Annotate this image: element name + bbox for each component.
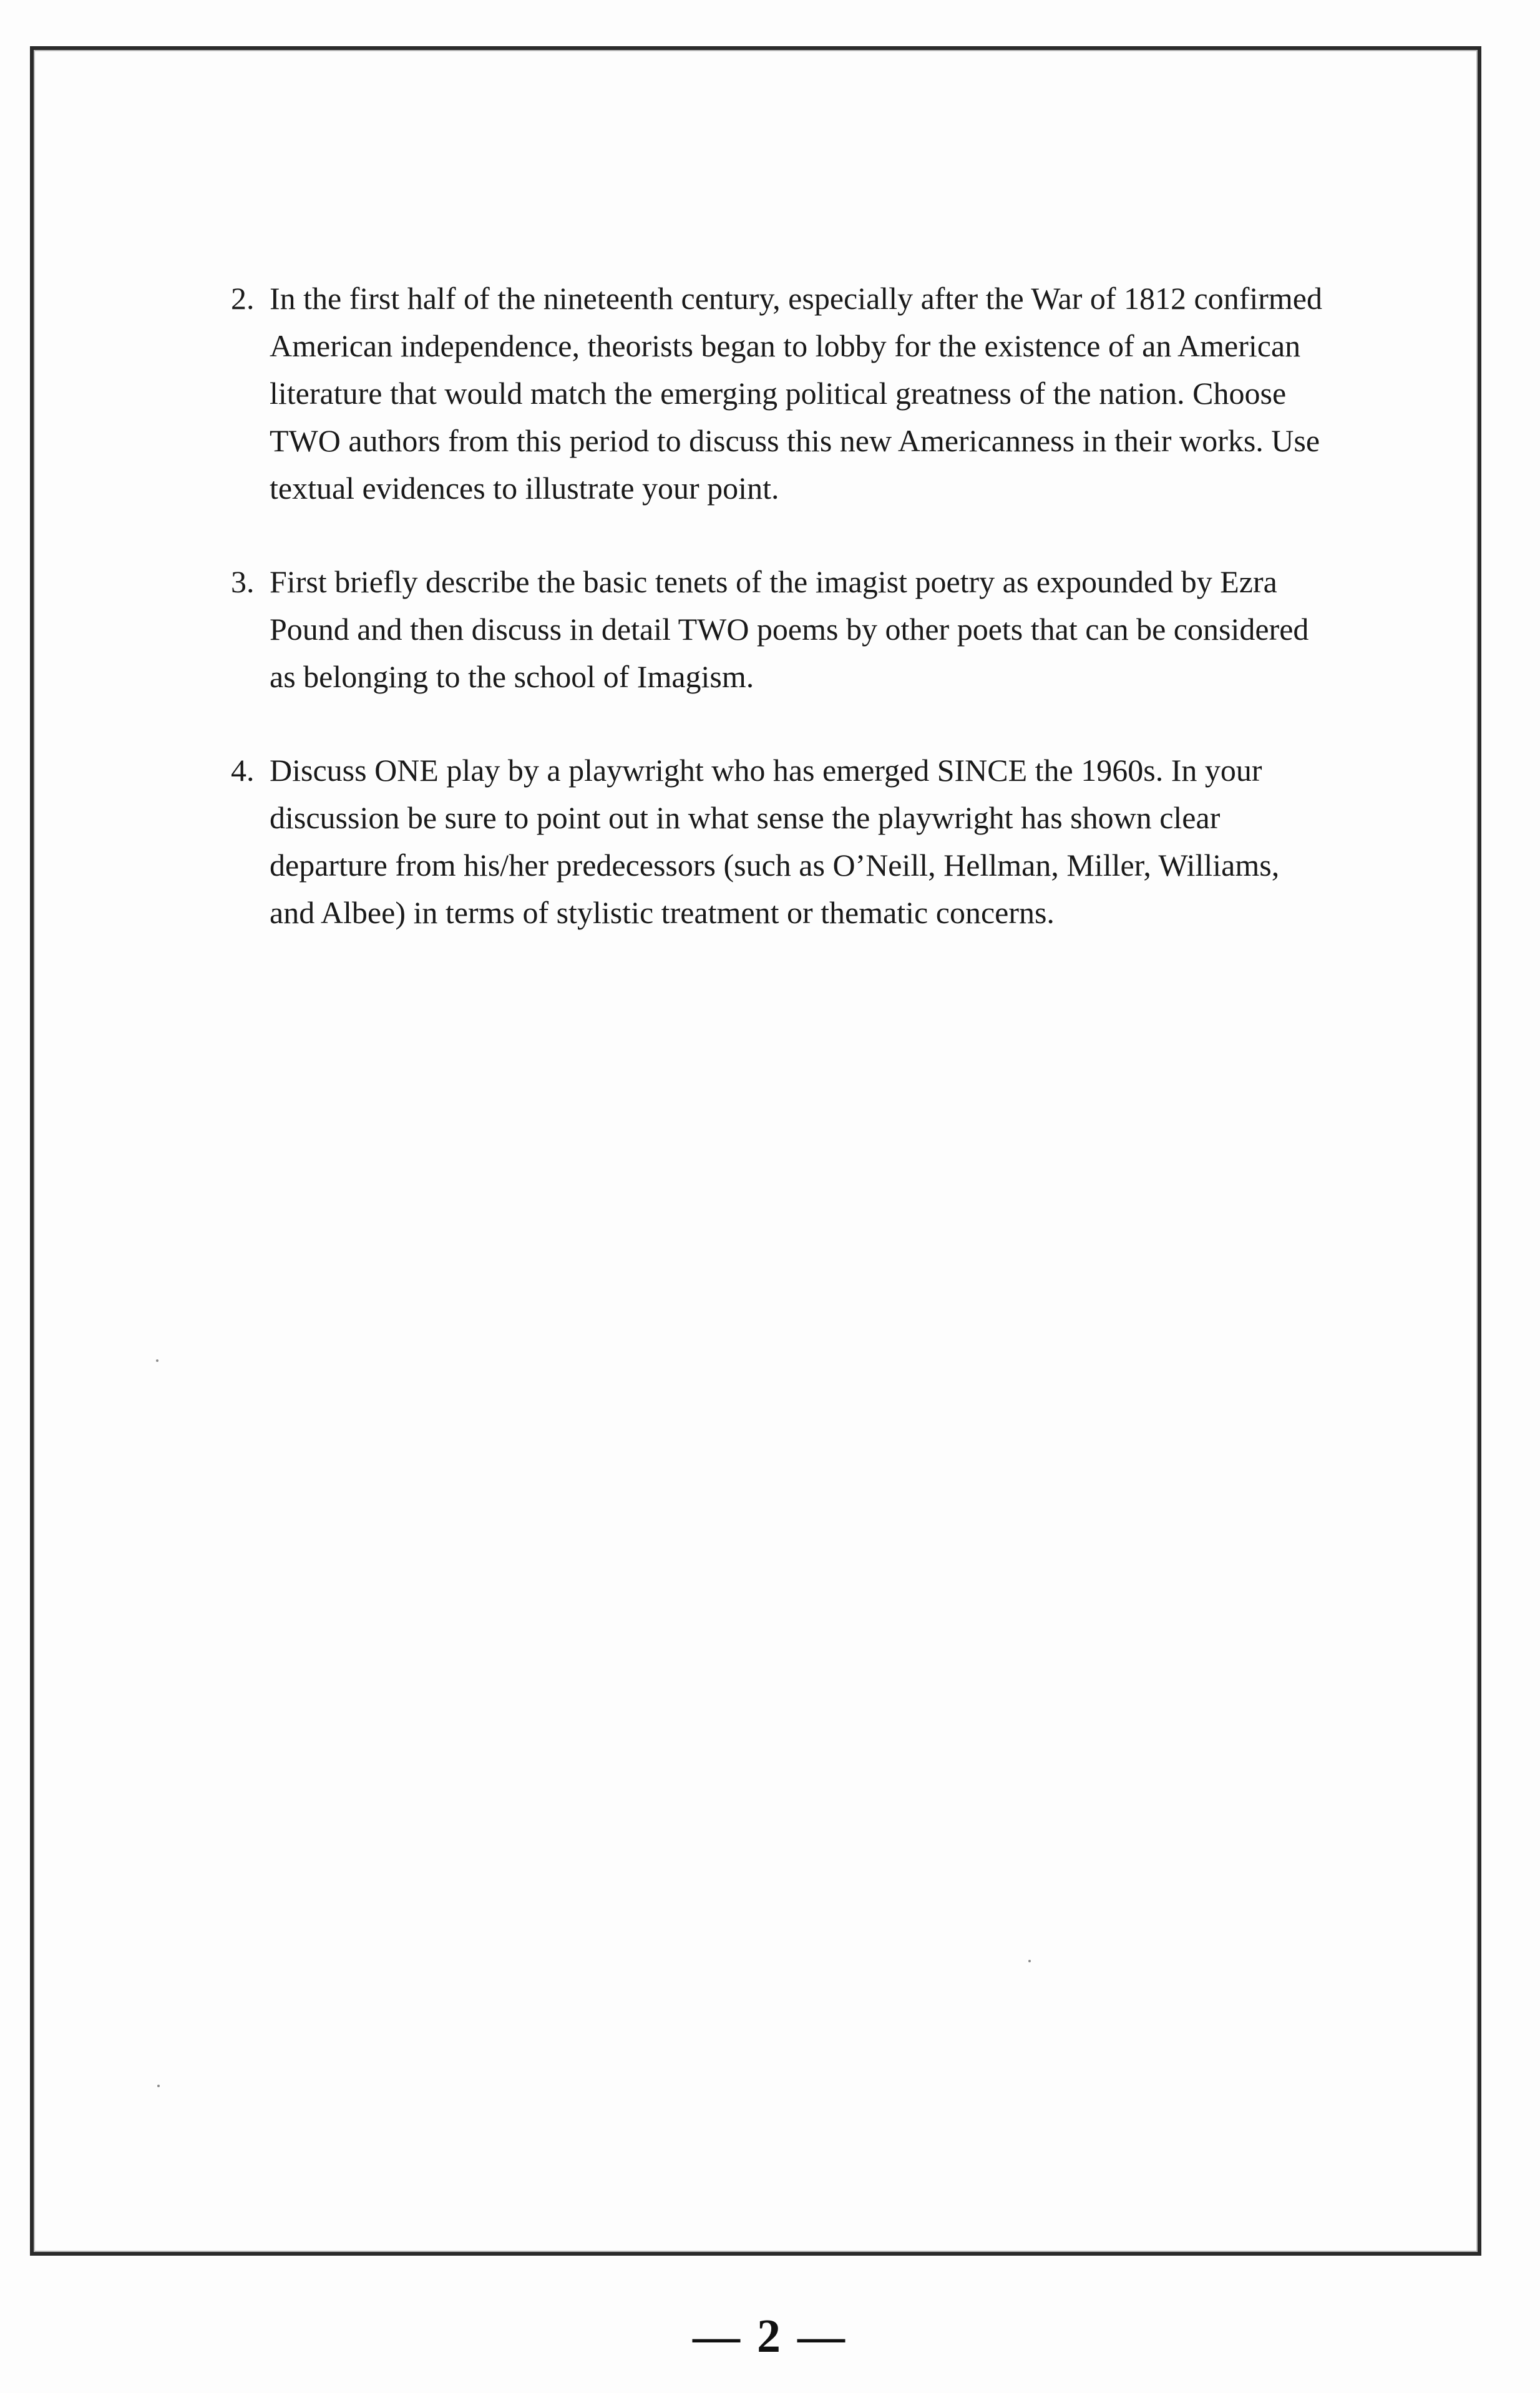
scan-speck xyxy=(157,2085,160,2087)
question-item-4 xyxy=(231,746,1329,936)
question-number: 2. xyxy=(231,281,255,316)
question-text: Discuss ONE play by a playwright who has emerged SINCE the 1960s. In your discussion be sure to point out in what sense the playwright has shown clear departure from his/her predecessors (such as O’Neill, Hellman, Miller, Williams, and Albee) in terms of stylistic treatment or thematic concerns. xyxy=(270,753,1280,930)
question-number: 3. xyxy=(231,564,255,599)
question-item-2 xyxy=(231,275,1329,512)
question-text: First briefly describe the basic tenets of the imagist poetry as expounded by Ezra Pound and then discuss in detail TWO poems by other poets that can be considered as belonging to the school of Imagism. xyxy=(270,564,1309,694)
scan-speck xyxy=(1028,1960,1031,1962)
scan-speck xyxy=(156,1359,158,1362)
question-list xyxy=(231,275,1329,982)
question-number: 4. xyxy=(231,753,255,788)
question-item-3 xyxy=(231,558,1329,700)
page-number: — 2 — xyxy=(693,2310,847,2362)
question-text: In the first half of the nineteenth century, especially after the War of 1812 confirmed American independence, theorists began to lobby for the existence of an American literature that would match the emerging political greatness of the nation. Choose TWO authors from this period to discuss this new Americanness in their works. Use textual evidences to illustrate your point. xyxy=(270,281,1322,506)
